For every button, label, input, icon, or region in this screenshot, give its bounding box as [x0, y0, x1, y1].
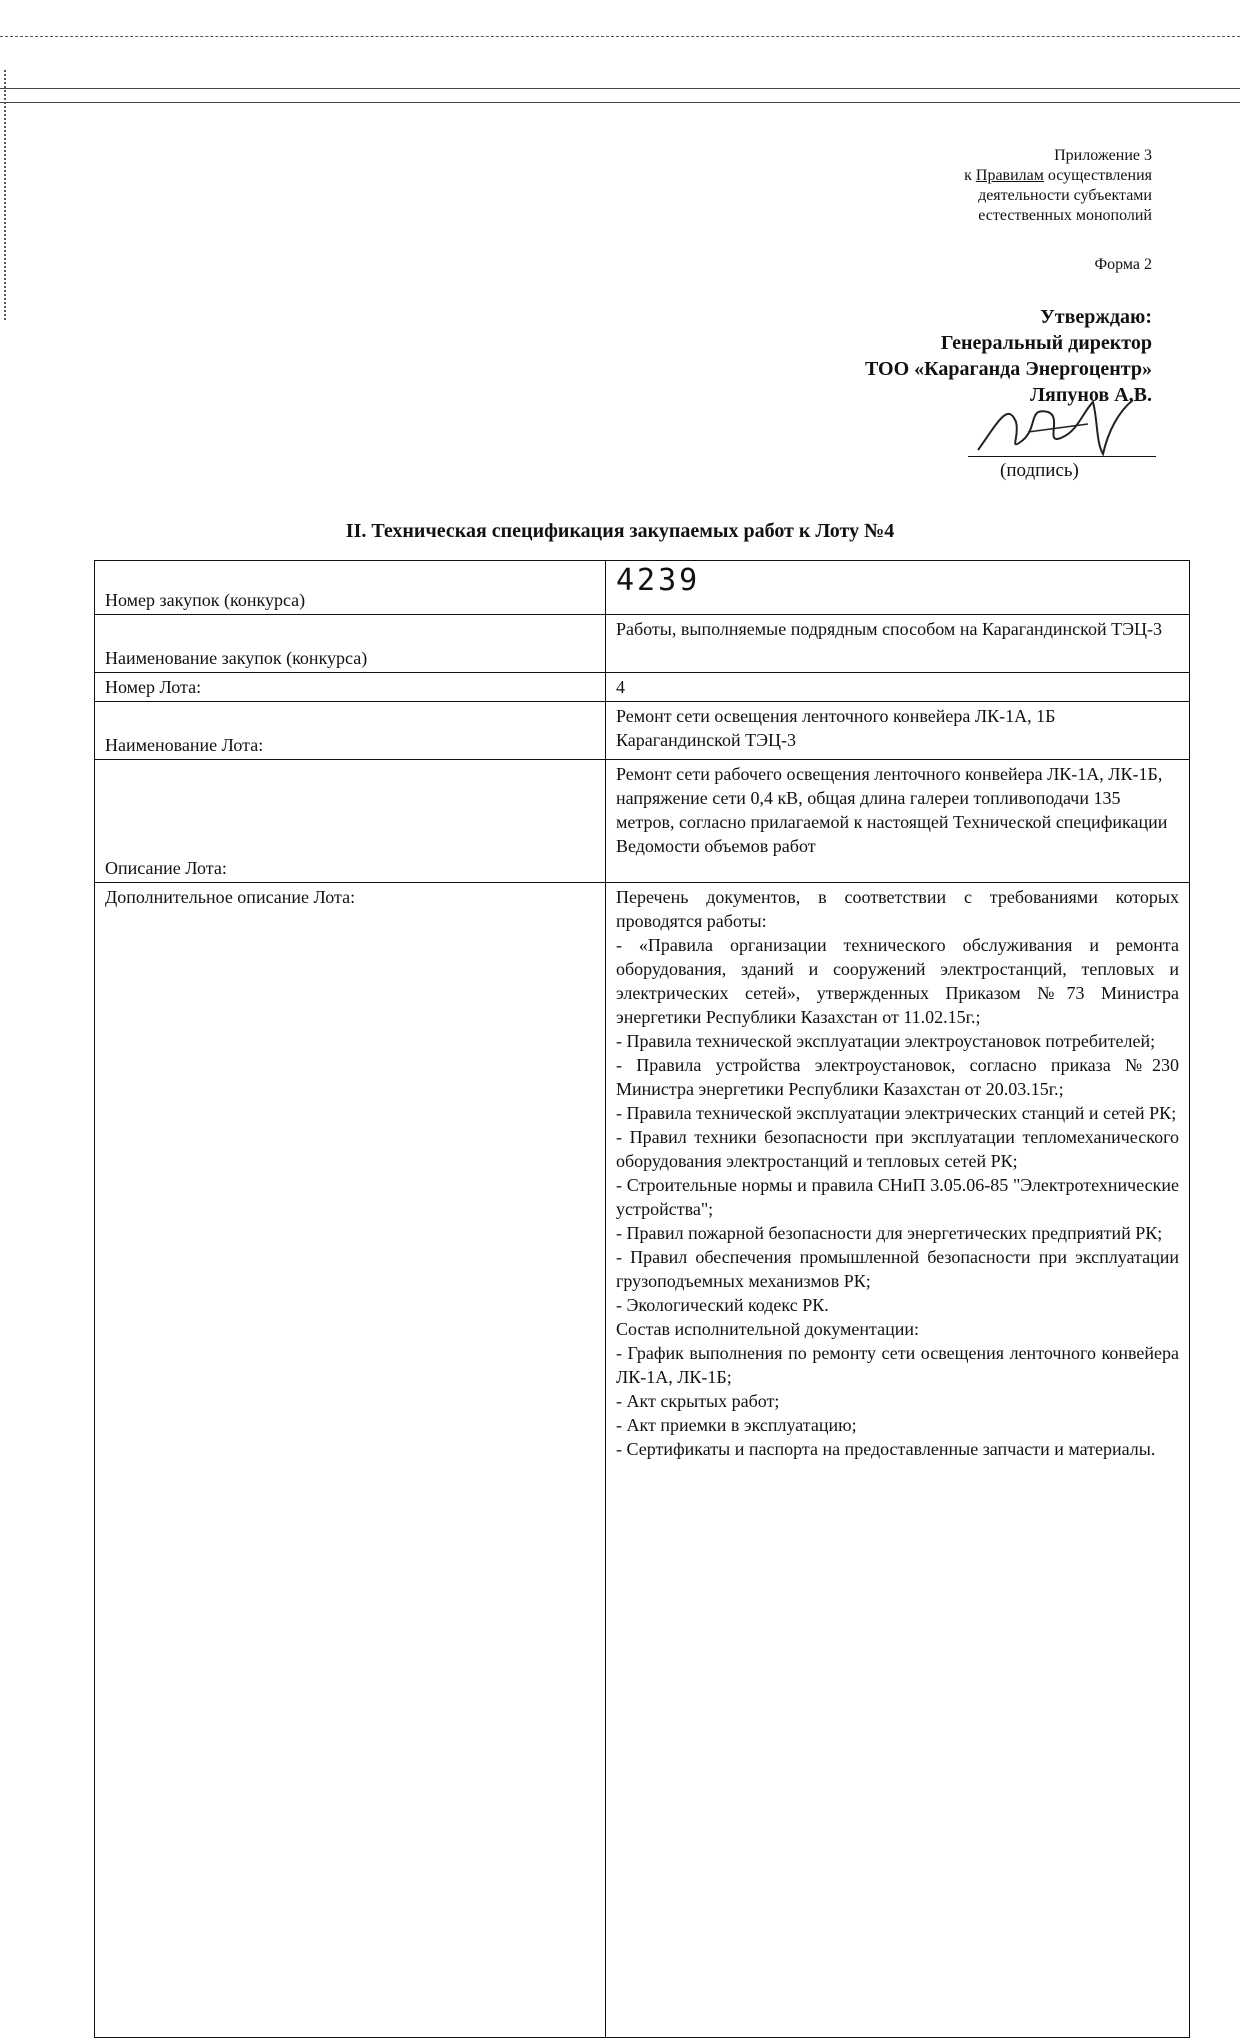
- list-item: - «Правила организации технического обслуживания и ремонта оборудования, зданий и сооружений электростанций, тепловых и электрических сетей», утвержденных Приказом №73 Министра энергетики Республики Казахстан от 11.02.15г.;: [616, 935, 1179, 1027]
- list-item: Состав исполнительной документации:: [616, 1319, 919, 1339]
- scan-header-line: [0, 88, 1240, 89]
- row-value: Ремонт сети освещения ленточного конвейера ЛК-1А, 1Б Карагандинской ТЭЦ-3: [606, 702, 1190, 760]
- table-row: [95, 615, 1190, 673]
- row-value: Работы, выполняемые подрядным способом на Карагандинской ТЭЦ-3: [606, 615, 1190, 673]
- approval-position: Генеральный директор: [940, 332, 1152, 354]
- appendix-suffix: осуществления: [1043, 167, 1152, 184]
- table-row: [95, 883, 1190, 2038]
- procurement-number: 4239: [606, 561, 1190, 615]
- approval-heading: Утверждаю:: [1040, 306, 1152, 328]
- list-item: - Сертификаты и паспорта на предоставленные запчасти и материалы.: [616, 1439, 1156, 1459]
- form-number: Форма 2: [1094, 256, 1152, 273]
- appendix-line-1: Приложение 3: [1054, 147, 1152, 164]
- signature-icon: [968, 392, 1158, 462]
- document-title: II. Техническая спецификация закупаемых работ к Лоту №4: [345, 520, 895, 542]
- appendix-line-2: [964, 166, 1152, 186]
- row-label: Наименование Лота:: [95, 702, 606, 760]
- list-item: - Экологический кодекс РК.: [616, 1295, 829, 1315]
- specification-table: [94, 560, 1190, 2038]
- list-item: - Правил обеспечения промышленной безопасности при эксплуатации грузоподъемных механизмов РК;: [616, 1247, 1179, 1291]
- list-item: - Правила технической эксплуатации электрических станций и сетей РК;: [616, 1103, 1177, 1123]
- list-item: - Правила устройства электроустановок, согласно приказа №230 Министра энергетики Республики Казахстан от 20.03.15г.;: [616, 1055, 1179, 1099]
- rules-link[interactable]: Правилам: [975, 167, 1044, 184]
- appendix-prefix: к: [964, 167, 976, 184]
- approval-name: Ляпунов А.В.: [1030, 384, 1152, 406]
- signature-line: [968, 456, 1156, 457]
- list-item: - Правил пожарной безопасности для энергетических предприятий РК;: [616, 1223, 1163, 1243]
- row-value: 4: [606, 673, 1190, 702]
- scan-left-margin-mark: [4, 70, 8, 320]
- appendix-line-4: естественных монополий: [978, 207, 1152, 224]
- list-item: - Правил техники безопасности при эксплуатации тепломеханического оборудования электростанций и тепловых сетей РК;: [616, 1127, 1179, 1171]
- signature-caption: (подпись): [1000, 460, 1079, 481]
- row-label: Наименование закупок (конкурса): [95, 615, 606, 673]
- row-label: Номер Лота:: [95, 673, 606, 702]
- table-row: [95, 561, 1190, 615]
- row-label: Описание Лота:: [95, 760, 606, 883]
- appendix-line-3: деятельности субъектами: [978, 187, 1152, 204]
- additional-description: [606, 883, 1190, 2038]
- list-item: - Акт приемки в эксплуатацию;: [616, 1415, 857, 1435]
- row-value: Ремонт сети рабочего освещения ленточного конвейера ЛК-1А, ЛК-1Б, напряжение сети 0,4 кВ, общая длина галереи топливоподачи 135 метров, согласно прилагаемой к настоящей Технической спецификации Ведомости объемов работ: [606, 760, 1190, 883]
- list-item: Перечень документов, в соответствии с требованиями которых проводятся работы:: [616, 887, 1179, 931]
- list-item: - Правила технической эксплуатации электроустановок потребителей;: [616, 1031, 1156, 1051]
- appendix-note: [964, 146, 1152, 226]
- list-item: - Строительные нормы и правила СНиП 3.05.06-85 "Электротехнические устройства";: [616, 1175, 1179, 1219]
- scan-top-line: [0, 36, 1240, 37]
- approval-company: ТОО «Караганда Энергоцентр»: [864, 358, 1152, 380]
- row-label: Номер закупок (конкурса): [95, 561, 606, 615]
- row-label: Дополнительное описание Лота:: [95, 883, 606, 2038]
- table-row: [95, 673, 1190, 702]
- table-row: [95, 760, 1190, 883]
- scan-header-line-2: [0, 102, 1240, 103]
- list-item: - Акт скрытых работ;: [616, 1391, 780, 1411]
- table-row: [95, 702, 1190, 760]
- list-item: - График выполнения по ремонту сети освещения ленточного конвейера ЛК-1А, ЛК-1Б;: [616, 1343, 1179, 1387]
